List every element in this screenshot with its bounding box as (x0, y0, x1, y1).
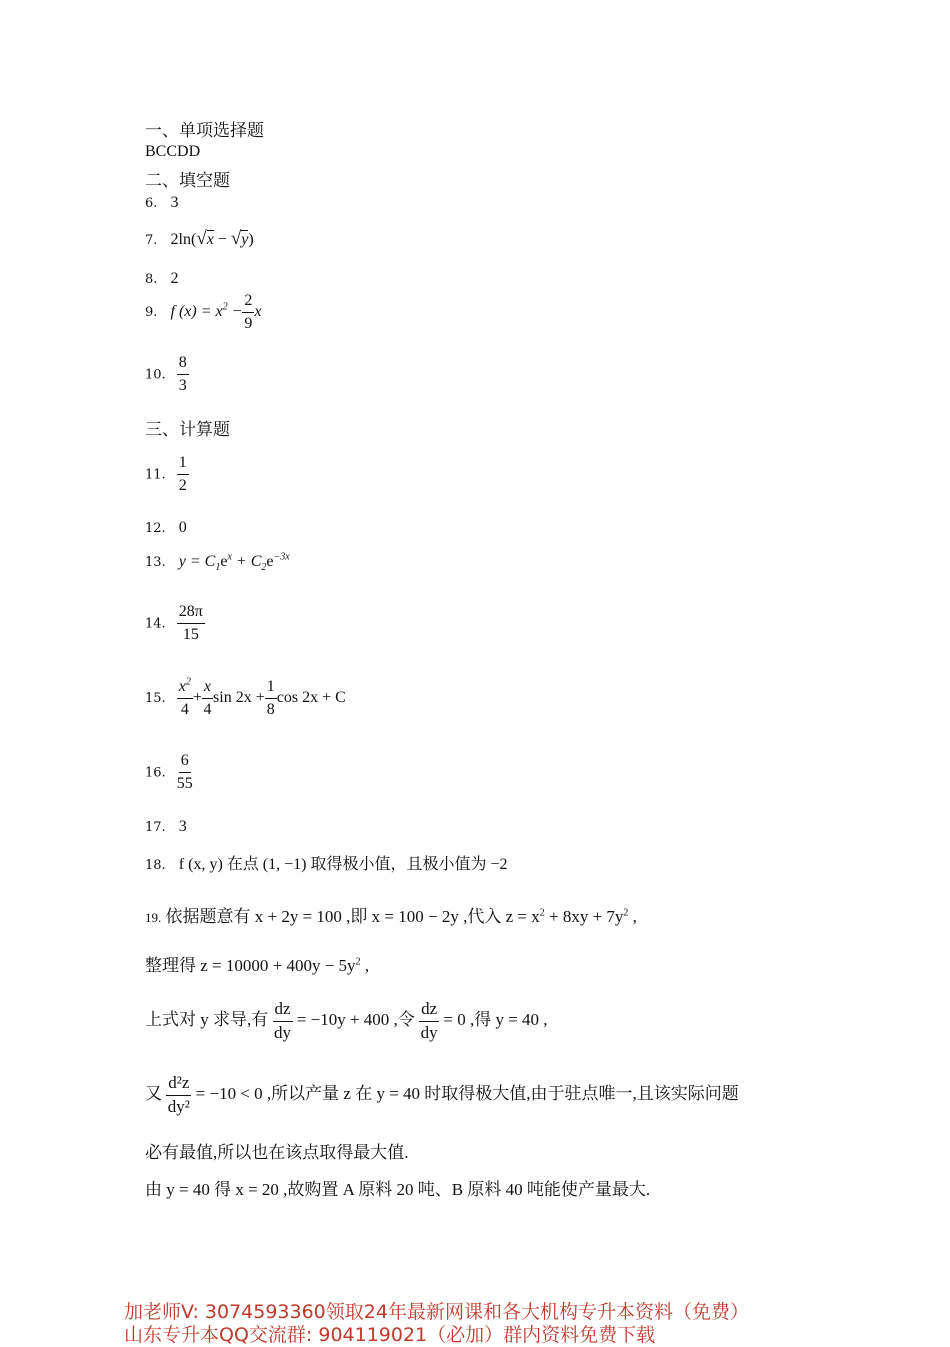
q7-answer: 2ln(√x − √y) (170, 228, 254, 249)
q16-answer: $\frac{6}{55}$ (176, 752, 193, 792)
q6-row (145, 192, 179, 212)
q14-row (145, 603, 205, 643)
q13-number: 13. (145, 555, 166, 570)
q8-row (145, 268, 179, 288)
q7-row (145, 228, 254, 250)
q11-answer: $\frac{1}{2}$ (178, 454, 187, 494)
q14-number: 14. (145, 616, 166, 632)
section2-title: 二、填空题 (145, 171, 230, 191)
q16-number: 16. (145, 765, 166, 781)
q8-answer: 2 (170, 270, 179, 287)
q9-number: 9. (145, 304, 158, 320)
q17-answer: 3 (178, 818, 187, 835)
q15-answer: $\frac{x^2}{4}$ + $\frac{x}{4}$ sin 2x + $\frac{1}{8}$ cos 2x + C (178, 676, 346, 718)
q18-answer: f (x, y) 在点 (1, −1) 取得极小值，且极小值为 −2 (178, 856, 508, 873)
q10-number: 10. (145, 367, 166, 383)
q17-row (145, 816, 187, 836)
q6-answer: 3 (170, 194, 179, 211)
q13-answer: $y = C_1e^x + C_2e^{-3x}$ (178, 551, 290, 574)
q18-number: 18. (145, 858, 166, 873)
q11-row (145, 454, 189, 494)
q9-row (145, 292, 262, 332)
q14-answer: $\frac{28\pi}{15}$ (178, 603, 203, 643)
section3-title: 三、计算题 (145, 420, 230, 440)
q6-number: 6. (145, 196, 158, 211)
q10-answer: $\frac{8}{3}$ (178, 354, 187, 394)
section1-title: 一、单项选择题 (145, 121, 264, 141)
q19-line5: 必有最值,所以也在该点取得最大值. (145, 1143, 409, 1162)
q7-number: 7. (145, 233, 158, 248)
q19-number: 19. (145, 910, 162, 925)
q16-row (145, 752, 193, 792)
q13-row (145, 551, 290, 574)
q19-line3: 上式对 y 求导,有 $\frac{dz}{dy}$ = −10y + 400 ,令 $\frac{dz}{dy}$ = 0 ,得 y = 40 , (145, 999, 548, 1042)
choice-answers: BCCDD (145, 143, 201, 160)
q15-row (145, 678, 346, 718)
q15-number: 15. (145, 690, 166, 706)
q17-number: 17. (145, 820, 166, 835)
q18-row (145, 851, 507, 874)
q19-line2: 整理得 $z = 10000 + 400y - 5y^2$ , (145, 956, 370, 975)
q19-line4: 又 $\frac{\text{d²z}}{\text{dy²}}$ = −10 < 0 ,所以产量 z 在 y = 40 时取得极大值,由于驻点唯一,且该实际问题 (145, 1073, 739, 1116)
q19-line1: 19. 依据题意有 x + 2y = 100 ,即 x = 100 − 2y ,代入 $z = x^2 + 8xy + 7y^2$ , (145, 907, 637, 926)
q12-row (145, 517, 187, 537)
footer-line2: 山东专升本QQ交流群: 904119021（必加）群内资料免费下载 (124, 1324, 656, 1346)
q8-number: 8. (145, 272, 158, 287)
q12-number: 12. (145, 521, 166, 536)
q10-row (145, 354, 189, 394)
footer-line1: 加老师V: 3074593360领取24年最新网课和各大机构专升本资料（免费） (124, 1301, 749, 1323)
q11-number: 11. (145, 467, 166, 483)
q9-answer: f $(x) = x^2$ − $\frac{2}{9}$ x (170, 292, 262, 332)
q19-line6: 由 y = 40 得 x = 20 ,故购置 A 原料 20 吨、B 原料 40 吨能使产量最大. (145, 1180, 651, 1199)
q12-answer: 0 (178, 519, 187, 536)
